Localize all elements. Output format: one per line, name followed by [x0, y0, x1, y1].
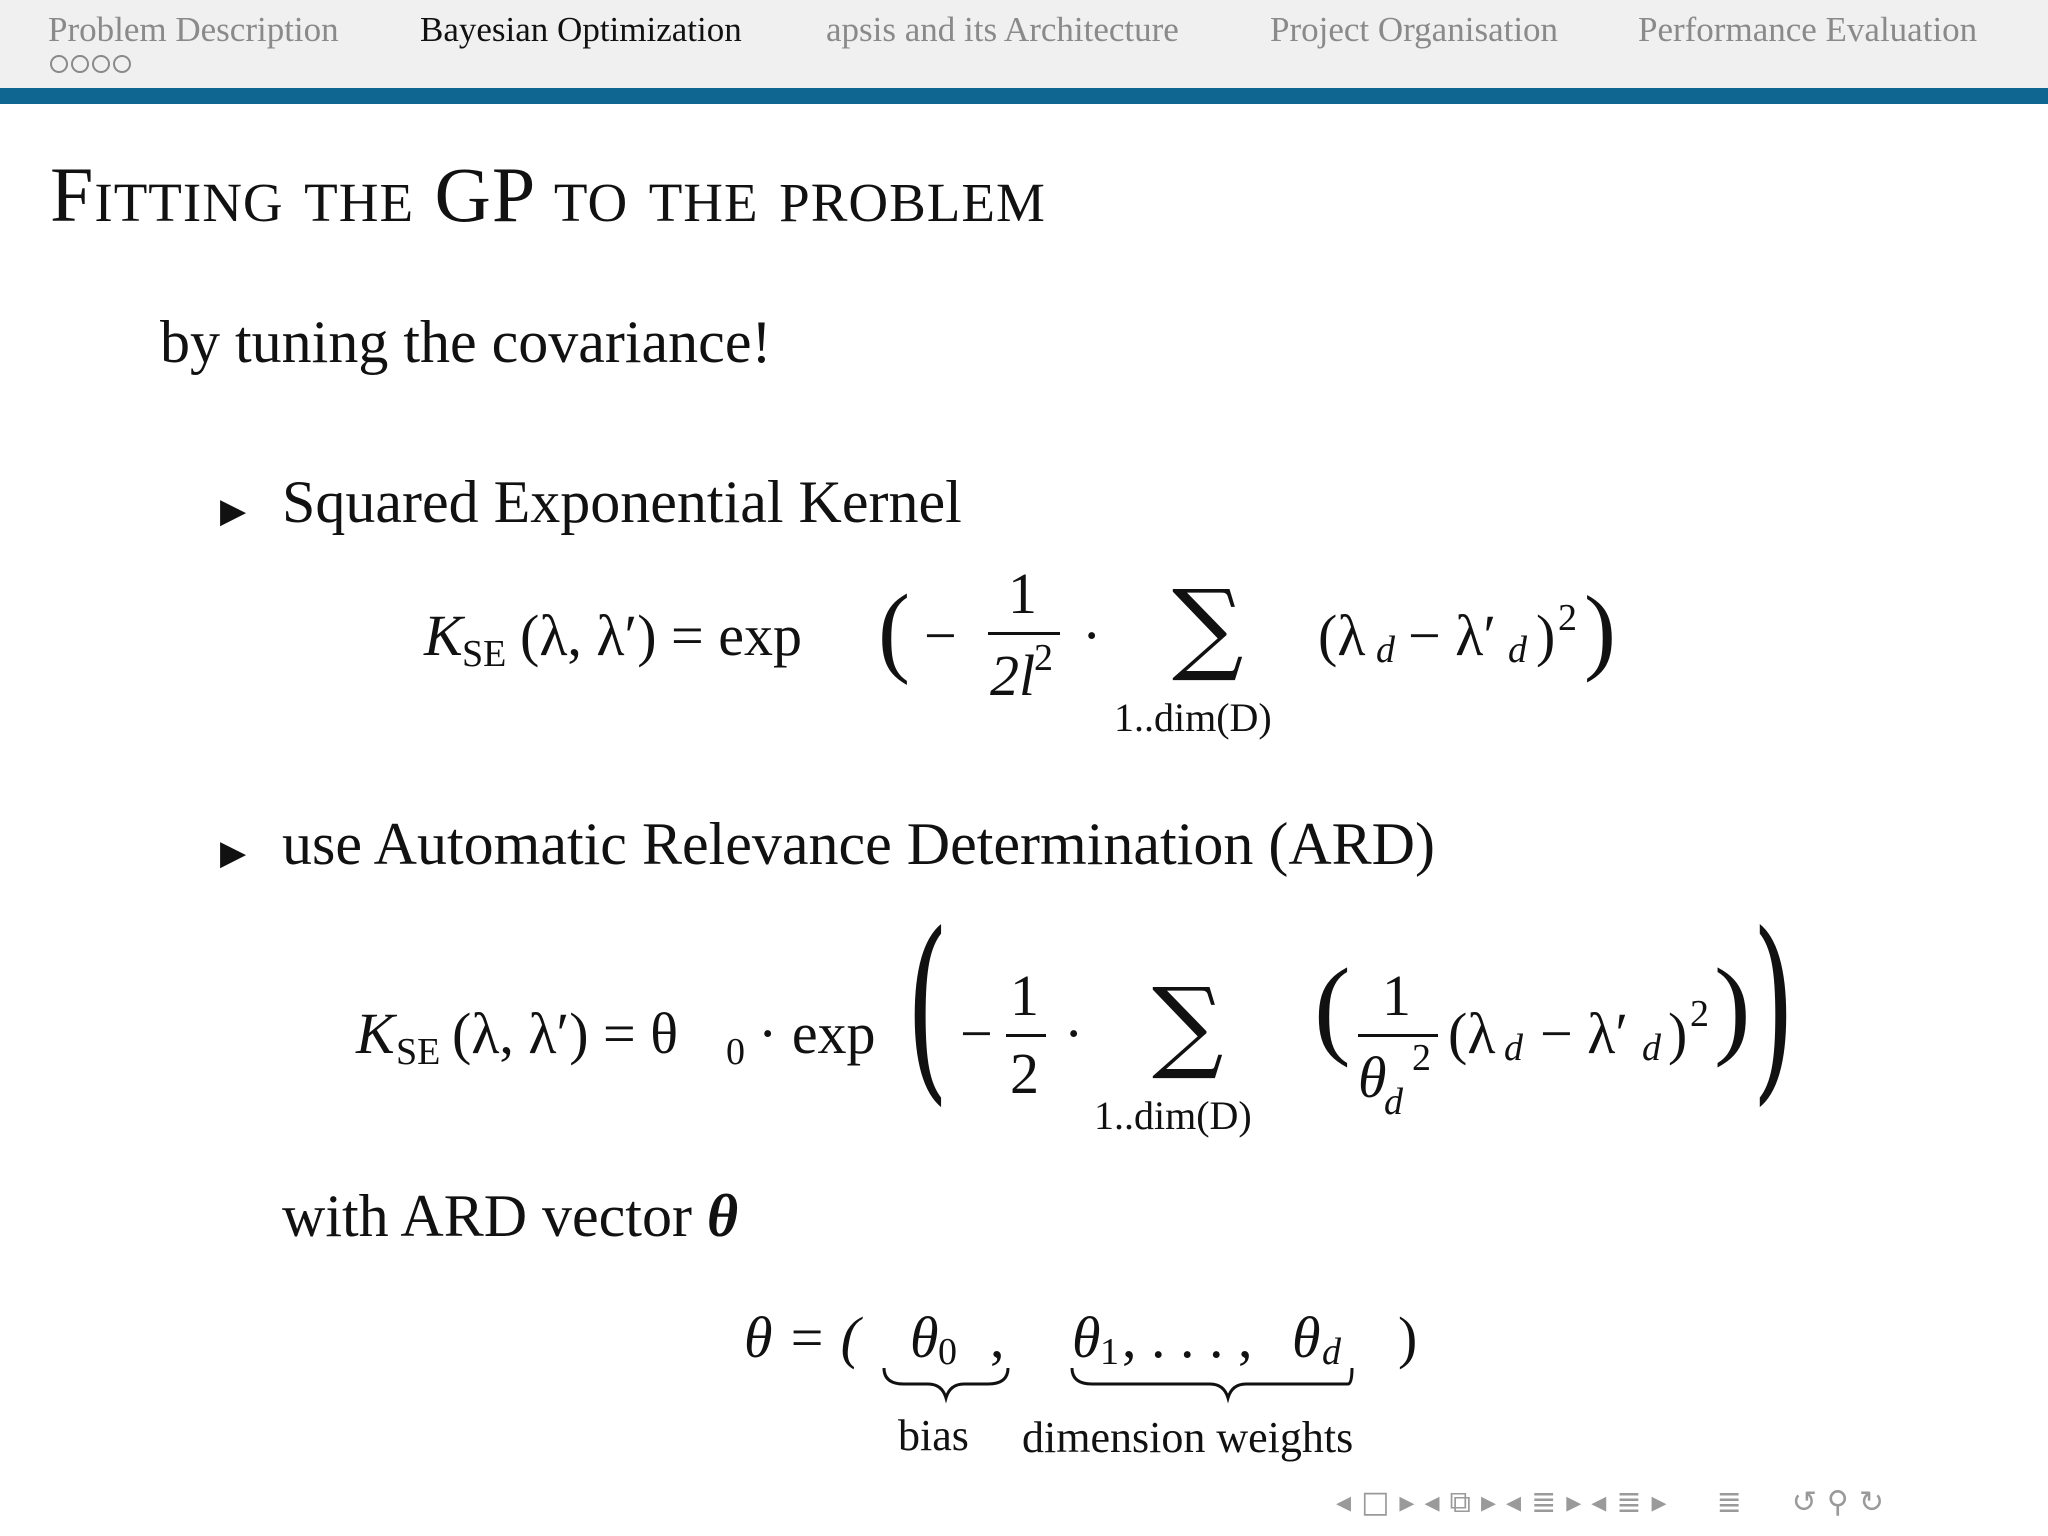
theta0-subscript: 0 [938, 1331, 957, 1373]
subsection-icon[interactable]: ⧉ [1449, 1485, 1471, 1520]
thetad: θ [1292, 1305, 1321, 1370]
eq2-d-subscript: d [1504, 1027, 1523, 1069]
theta1-subscript: 1 [1100, 1331, 1119, 1373]
eq2-exp: · exp [758, 1001, 876, 1066]
intro-text: by tuning the covariance! [160, 309, 772, 375]
slide-dot[interactable] [92, 55, 110, 73]
eq1-numerator: 1 [1008, 561, 1037, 626]
with-ard-text: with ARD vector [282, 1183, 692, 1249]
arrow-right-icon[interactable]: ▸ [1399, 1485, 1415, 1520]
nav-problem-description[interactable]: Problem Description [48, 10, 339, 49]
nav-apsis-architecture[interactable]: apsis and its Architecture [826, 10, 1179, 49]
arrow-right-icon[interactable]: ▸ [1651, 1485, 1667, 1520]
eq2-minus: − [960, 1001, 993, 1066]
bias-label: bias [898, 1411, 969, 1460]
eq1-dot: · [1082, 603, 1102, 668]
eq1-fraction-bar [988, 632, 1060, 635]
ard-vector-line [282, 1182, 738, 1251]
eq2-inner-numerator: 1 [1382, 963, 1411, 1028]
section-icon[interactable]: ≣ [1616, 1485, 1642, 1520]
triangle-bullet-icon: ▶ [220, 493, 247, 530]
bullet-ard: use Automatic Relevance Determination (ARD) [282, 811, 1435, 877]
slide-dot[interactable] [113, 55, 131, 73]
nav-performance-evaluation[interactable]: Performance Evaluation [1638, 10, 1978, 49]
weights-underbrace [1072, 1368, 1352, 1398]
arrow-left-icon[interactable]: ◂ [1591, 1485, 1607, 1520]
eq2-close-big-paren: ) [1752, 891, 1795, 1124]
eq2-inner-den-d: d [1384, 1081, 1403, 1123]
eq2-inner-den-exponent: 2 [1412, 1037, 1431, 1079]
slide-dot[interactable] [71, 55, 89, 73]
eq2-dot: · [1064, 1001, 1084, 1066]
eq2-sum-symbol: ∑ [1152, 966, 1224, 1083]
eq1-denominator-exponent: 2 [1034, 637, 1053, 679]
eq1-lhs-args: (λ, λ′) = exp [520, 603, 803, 668]
theta1: θ [1072, 1305, 1101, 1370]
arrow-left-icon[interactable]: ◂ [1336, 1485, 1352, 1520]
eq2-minus-lambda-prime: − λ′ [1540, 1001, 1629, 1066]
eq2-denominator: 2 [1010, 1041, 1039, 1106]
bias-underbrace [884, 1368, 1008, 1398]
arrow-left-icon[interactable]: ◂ [1506, 1485, 1522, 1520]
eq2-numerator: 1 [1010, 963, 1039, 1028]
beamer-navigation-controls [1336, 1485, 1894, 1520]
bullet-squared-exponential: Squared Exponential Kernel [282, 469, 962, 535]
eq1-d-subscript-2: d [1508, 629, 1527, 671]
slide-dot[interactable] [50, 55, 68, 73]
nav-project-organisation[interactable]: Project Organisation [1270, 10, 1559, 49]
theta-comma: , [990, 1305, 1005, 1370]
eq2-sum-subscript: 1..dim(D) [1094, 1093, 1252, 1138]
eq2-lhs: (λ, λ′) = θ [452, 1001, 679, 1066]
eq2-d-subscript-2: d [1642, 1027, 1661, 1069]
arrow-right-icon[interactable]: ▸ [1566, 1485, 1582, 1520]
eq2-inner-open-paren: ( [1314, 946, 1351, 1068]
redo-icon[interactable]: ↻ [1858, 1485, 1884, 1520]
eq2-square: 2 [1690, 993, 1709, 1035]
theta-close-paren: ) [1398, 1305, 1418, 1370]
eq2-fraction-bar [1006, 1034, 1046, 1037]
eq2-se-subscript: SE [396, 1031, 441, 1073]
eq1-term-open: (λ [1318, 603, 1366, 668]
section-icon[interactable]: ≣ [1531, 1485, 1557, 1520]
theta-dots: , . . . , [1122, 1305, 1253, 1370]
eq1-open-paren: ( [878, 573, 910, 686]
theta-lhs: θ = ( [744, 1305, 860, 1370]
eq1-square: 2 [1558, 597, 1577, 639]
eq2-open-big-paren: ( [906, 891, 949, 1124]
arrow-right-icon[interactable]: ▸ [1480, 1485, 1497, 1520]
theta-bold: θ [706, 1183, 739, 1249]
triangle-bullet-icon: ▶ [220, 835, 247, 872]
arrow-left-icon[interactable]: ◂ [1424, 1485, 1440, 1520]
header-divider [0, 88, 2048, 104]
thetad-subscript: d [1322, 1331, 1341, 1373]
eq1-k: K [424, 603, 463, 668]
undo-icon[interactable]: ↺ [1791, 1485, 1817, 1520]
align-icon[interactable]: ≣ [1716, 1485, 1742, 1520]
dimension-weights-label: dimension weights [1022, 1413, 1354, 1462]
eq2-inner-denominator: θ [1358, 1045, 1387, 1110]
eq1-sum-subscript: 1..dim(D) [1114, 695, 1272, 740]
frame-icon[interactable]: □ [1361, 1485, 1390, 1520]
slide-title: Fitting the GP to the problem [50, 151, 1046, 238]
eq1-close-paren: ) [1584, 576, 1616, 683]
nav-bayesian-optimization[interactable]: Bayesian Optimization [420, 10, 742, 49]
eq2-term-close: ) [1668, 1001, 1688, 1066]
eq2-k: K [356, 1001, 395, 1066]
eq1-sum-symbol: ∑ [1172, 568, 1244, 685]
underbraces [880, 1366, 1360, 1406]
eq1-term-close: ) [1536, 603, 1556, 668]
eq2-inner-close-paren: ) [1714, 946, 1751, 1068]
slide-progress-dots [50, 55, 134, 78]
eq2-term-open: (λ [1448, 1001, 1496, 1066]
eq2-theta0-subscript: 0 [726, 1031, 745, 1073]
eq1-minus: − [924, 603, 957, 668]
search-icon[interactable]: ⚲ [1826, 1485, 1849, 1520]
eq1-denominator: 2l [990, 643, 1036, 708]
header-navigation-bar [0, 0, 2048, 88]
eq1-minus-lambda-prime: − λ′ [1408, 603, 1497, 668]
eq1-se-subscript: SE [462, 633, 507, 675]
theta0: θ [910, 1305, 939, 1370]
eq1-d-subscript: d [1376, 629, 1395, 671]
